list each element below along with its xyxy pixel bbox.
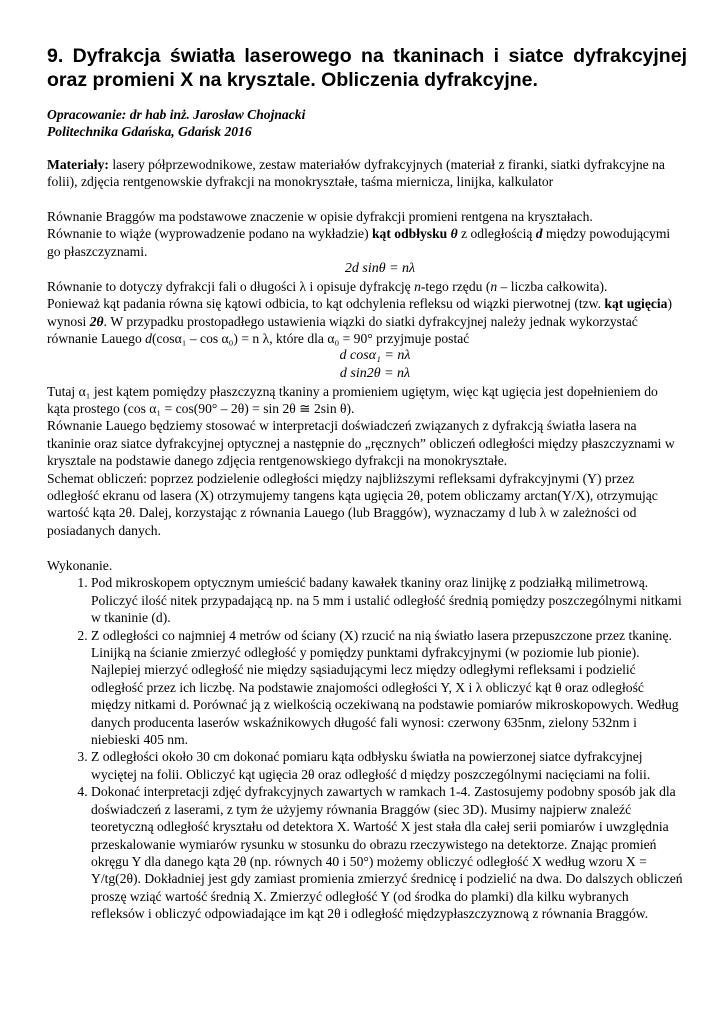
equation-bragg: 2d sinθ = nλ — [344, 261, 416, 277]
materials-paragraph — [47, 156, 683, 191]
symbol-d-2: d — [145, 331, 152, 347]
procedure-step-1: 1. Pod mikroskopem optycznym umieścić badany kawałek tkaniny oraz linijkę z podziałką milimetrową. Policzyć ilość nitek przypadającą np. na 5 mm i ustalić odległość średnią pomiędzy poszczególnymi nitkami w tkaninie (d). — [91, 574, 683, 626]
procedure-heading: Wykonanie. — [47, 558, 113, 573]
procedure-list — [47, 574, 683, 922]
symbol-2theta: 2θ — [89, 313, 104, 329]
equation-laue-sin: d sin2θ = nλ — [339, 366, 411, 382]
author-line — [47, 106, 683, 123]
intro-section — [47, 208, 683, 539]
intro-paragraph-4 — [47, 295, 683, 347]
intro-p2-text-2: z odległością — [457, 226, 536, 242]
intro-paragraph-1: Równanie Braggów ma podstawowe znaczenie w opisie dyfrakcji promieni rentgena na kryształach. — [47, 209, 593, 224]
intro-p4-text-3: . W przypadku prostopadłego ustawienia wiązki do siatki dyfrakcyjnej należy jednak wykorzystać równanie Lauego — [47, 313, 638, 347]
procedure-section — [47, 557, 683, 923]
intro-p4-text: Ponieważ kąt padania równa się kątowi odbicia, to kąt odchylenia refleksu od wiązki pierwotnej (tzw. — [47, 296, 605, 312]
intro-p3-text-3: – liczba całkowita). — [497, 278, 608, 294]
author-affiliation: Politechnika Gdańska, Gdańsk 2016 — [47, 124, 252, 140]
intro-paragraph-3 — [47, 278, 683, 295]
intro-p4-text-2: ) wynosi — [47, 296, 673, 329]
procedure-step-2: 2. Z odległości co najmniej 4 metrów od ściany (X) rzucić na nią światło lasera przepuszczone przez tkaninę. Linijką na ścianie zmierzyć odległość y pomiędzy punktami dyfrakcyjnymi (w poziomie lub pionie). Najlepiej mierzyć odległość nie między sąsiadującymi lecz między odległymi refleksami i podzielić odległość przez ich liczbę. Na podstawie znajomości odległości Y, X i λ obliczyć kąt θ oraz odległość między nitkami d. Porównać ją z wielkością oczekiwaną na podstawie pomiarów mikroskopowych. Według danych producenta laserów wskaźnikowych długość fali wynosi: czerwony 635nm, zielony 532nm i niebieski 405 nm. — [91, 627, 683, 749]
term-reflection-angle: kąt odbłysku — [372, 226, 448, 242]
procedure-step-4: 4. Dokonać interpretacji zdjęć dyfrakcyjnych zawartych w ramkach 1-4. Zastosujemy podobny sposób jak dla doświadczeń z laserami, z tym że użyjemy równania Braggów (siec 3D). Musimy najpierw znaleźć teoretyczną odległość kryształu od detektora X. Wartość X jest stała dla całej serii pomiarów i uwzględnia przeskalowanie wymiarów rysunku w stosunku do obrazu rzeczywistego na detektorze. Znając promień okręgu Y dla danego kąta 2θ (np. równych 40 i 50°) możemy obliczyć odległość X według wzoru X = Y/tg(2θ). Dokładniej jest gdy zamiast promienia zmierzyć średnicę i podzielić na dwa. Do dalszych obliczeń proszę wziąć wartość średnią X. Zmierzyć odległość Y (od środka do plamki) dla kilku wybranych refleksów i obliczyć odpowiadające im kąt 2θ i odległość międzypłaszczyznową z równania Braggów. — [91, 783, 683, 922]
equation-laue: d cosα₁ = nλ — [339, 348, 411, 364]
intro-paragraph-5: Tutaj α₁ jest kątem pomiędzy płaszczyzną tkaniny a promieniem ugiętym, więc kąt ugięcia jest dopełnieniem do kąta prostego (cos α₁ = cos(90° – 2θ) = sin 2θ ≅ 2sin θ). — [47, 383, 658, 417]
intro-p2-text: Równanie to wiąże (wyprowadzenie podano na wykładzie) — [47, 226, 372, 242]
intro-p3-text: Równanie to dotyczy dyfrakcji fali o długości λ i opisuje dyfrakcję — [47, 278, 415, 294]
intro-p3-text-2: -tego rzędu ( — [420, 278, 491, 294]
symbol-d: d — [535, 226, 543, 242]
intro-p4-text-4: (cosα₁ – cos α₀) = n λ, które dla α₀ = 90° przyjmuje postać — [151, 331, 470, 347]
intro-paragraph-2 — [47, 225, 683, 260]
author-label: Opracowanie: — [47, 107, 127, 122]
intro-paragraph-6: Równanie Lauego będziemy stosować w interpretacji doświadczeń związanych z dyfrakcją światła lasera na tkaninie oraz siatce dyfrakcyjnej optycznej a następnie do „ręcznych” obliczeń odległości między płaszczyznami w krysztale na podstawie danego zdjęcia rentgenowskiego dyfrakcji na monokryształe. — [47, 418, 675, 469]
author-block — [47, 106, 683, 141]
intro-p2-text-3: między powodującymi go płaszczyznami. — [47, 226, 671, 259]
materials-label: Materiały: — [47, 157, 109, 172]
author-name: dr hab inż. Jarosław Chojnacki — [129, 107, 306, 122]
symbol-n-2: n — [490, 278, 498, 294]
page-title: 9. Dyfrakcja światła laserowego na tkaninach i siatce dyfrakcyjnej oraz promieni X na krysztale. Obliczenia dyfrakcyjne. — [47, 45, 687, 91]
symbol-theta: θ — [450, 226, 458, 242]
intro-paragraph-7: Schemat obliczeń: poprzez podzielenie odległości między najbliższymi refleksami dyfrakcyjnymi (Y) przez odległość ekranu od lasera (X) otrzymujemy tangens kąta ugięcia 2θ, potem obliczamy arctan(Y/X), otrzymując wartość kąta 2θ. Dalej, korzystając z równania Lauego (lub Braggów), wyznaczamy d lub λ w zależności od posiadanych danych. — [47, 470, 658, 538]
materials-text: lasery półprzewodnikowe, zestaw materiałów dyfrakcyjnych (materiał z firanki, siatki dyfrakcyjne na folii), zdjęcia rentgenowskie dyfrakcji na monokryształe, taśma miernicza, linijka, kalkulator — [47, 157, 665, 190]
procedure-step-3: 3. Z odległości około 30 cm dokonać pomiaru kąta odbłysku światła na powierzonej siatce dyfrakcyjnej wyciętej na folii. Obliczyć kąt ugięcia 2θ oraz odległość d między poszczególnymi nacięciami na folii. — [91, 748, 683, 783]
symbol-n: n — [414, 278, 421, 294]
term-diffraction-angle: kąt ugięcia — [604, 296, 668, 312]
